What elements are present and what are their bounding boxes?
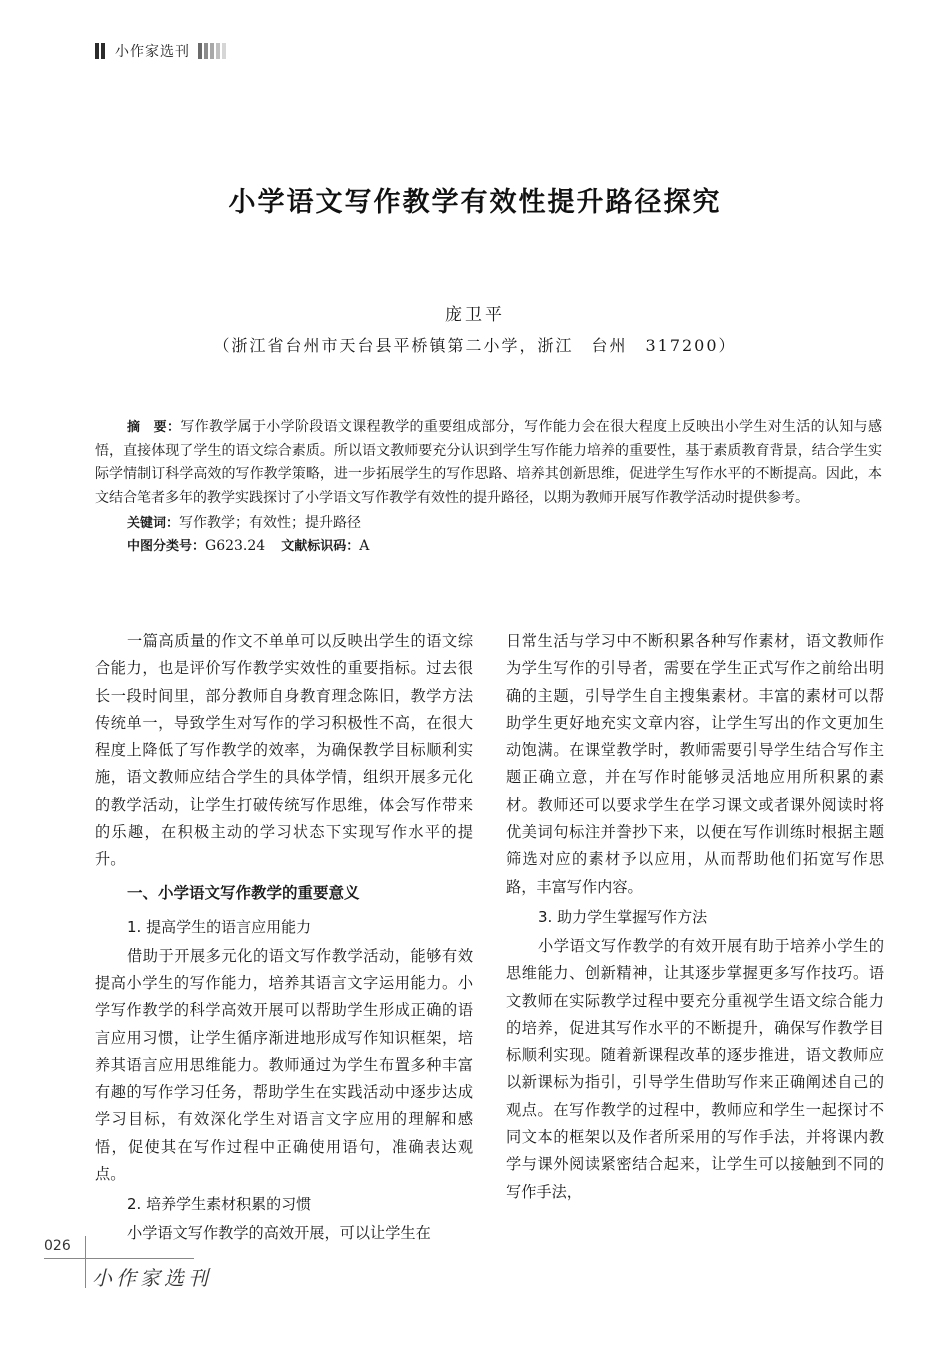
clc-value: G623.24 <box>205 538 266 555</box>
paper-title: 小学语文写作教学有效性提升路径探究 <box>228 187 722 218</box>
body-paragraph: 小学语文写作教学的有效开展有助于培养小学生的思维能力、创新精神，让其逐步掌握更多写作技巧。语文教师在实际教学过程中要充分重视学生语文综合能力的培养，促进其写作水平的不断提升，确保写作教学目标顺利实现。随着新课程改革的逐步推进，语文教师应以新课标为指引，引导学生借助写作来正确阐述自己的观点。在写作教学的过程中，教师应和学生一起探讨不同文本的框架以及作者所采用的写作手法，并将课内教学与课外阅读紧密结合起来，让学生可以接触到不同的写作手法， <box>506 936 884 1201</box>
doc-code-label: 文献标识码： <box>281 539 360 555</box>
header-bar-icon <box>95 43 99 59</box>
author-name: 庞卫平 <box>445 305 505 325</box>
header-tail-icon <box>222 43 226 59</box>
body-paragraph: 借助于开展多元化的语文写作教学活动，能够有效提高小学生的写作能力，培养其语言文字运用能力。小学写作教学的科学高效开展可以帮助学生形成正确的语言应用习惯，让学生循序渐进地形成写作知识框架，培养其语言应用思维能力。教师通过为学生布置多种丰富有趣的写作学习任务，帮助学生在实践活动中逐步达成学习目标，有效深化学生对语言文字应用的理解和感悟，促使其在写作过程中正确使用语句，准确表达观点。 <box>95 946 473 1184</box>
author-affiliation: （浙江省台州市天台县平桥镇第二小学，浙江 台州 317200） <box>213 336 737 355</box>
subsection-heading: 1. 提高学生的语言应用能力 <box>127 917 312 936</box>
page-number: 026 <box>44 1238 71 1254</box>
body-paragraph: 日常生活与学习中不断积累各种写作素材，语文教师作为学生写作的引导者，需要在学生正式写作之前给出明确的主题，引导学生自主搜集素材。丰富的素材可以帮助学生更好地充实文章内容，让学生写出的作文更加生动饱满。在课堂教学时，教师需要引导学生结合写作主题正确立意，并在写作时能够灵活地应用所积累的素材。教师还可以要求学生在学习课文或者课外阅读时将优美词句标注并誊抄下来，以便在写作训练时根据主题筛选对应的素材予以应用，从而帮助他们拓宽写作思路，丰富写作内容。 <box>506 632 884 896</box>
doc-code-value: A <box>359 538 370 555</box>
header-tail-icon <box>216 43 220 59</box>
classification-line <box>95 535 882 558</box>
journal-logo: 小作家选刊 <box>92 1266 212 1290</box>
abstract-paragraph <box>95 416 882 510</box>
body-paragraph: 一篇高质量的作文不单单可以反映出学生的语文综合能力，也是评价写作教学实效性的重要指标。过去很长一段时间里，部分教师自身教育理念陈旧，教学方法传统单一，导致学生对写作的学习积极性不高，在很大程度上降低了写作教学的效率，为确保教学目标顺利实施，语文教师应结合学生的具体学情，组织开展多元化的教学活动，让学生打破传统写作思维，体会写作带来的乐趣，在积极主动的学习状态下实现写作水平的提升。 <box>95 632 473 869</box>
subsection-heading: 2. 培养学生素材积累的习惯 <box>127 1195 312 1214</box>
header-tail-icon <box>198 43 202 59</box>
body-column-left <box>95 628 473 1248</box>
header-bar-icon <box>101 43 105 59</box>
header-tail-icon <box>204 43 208 59</box>
body-column-right <box>506 628 884 1206</box>
journal-name: 小作家选刊 <box>115 44 190 60</box>
abstract-label: 摘 要： <box>127 420 181 435</box>
section-heading: 一、小学语文写作教学的重要意义 <box>127 883 360 902</box>
clc-label: 中图分类号： <box>127 539 206 555</box>
keywords-line <box>95 512 882 535</box>
abstract-block <box>95 416 882 558</box>
abstract-text: 写作教学属于小学阶段语文课程教学的重要组成部分，写作能力会在很大程度上反映出小学生对生活的认知与感悟，直接体现了学生的语文综合素质。所以语文教师要充分认识到学生写作能力培养的重要性，基于素质教育背景，结合学生实际学情制订科学高效的写作教学策略，进一步拓展学生的写作思路、培养其创新思维，促进学生写作水平的不断提高。因此，本文结合笔者多年的教学实践探讨了小学语文写作教学有效性的提升路径，以期为教师开展写作教学活动时提供参考。 <box>95 419 882 506</box>
keywords-value: 写作教学；有效性；提升路径 <box>179 515 362 532</box>
keywords-label: 关键词： <box>127 516 180 532</box>
body-paragraph: 小学语文写作教学的高效开展，可以让学生在 <box>127 1224 431 1243</box>
footer-divider-vertical <box>85 1236 86 1288</box>
running-header <box>95 40 228 62</box>
subsection-heading: 3. 助力学生掌握写作方法 <box>538 907 708 926</box>
footer-divider <box>44 1258 194 1259</box>
header-tail-icon <box>210 43 214 59</box>
